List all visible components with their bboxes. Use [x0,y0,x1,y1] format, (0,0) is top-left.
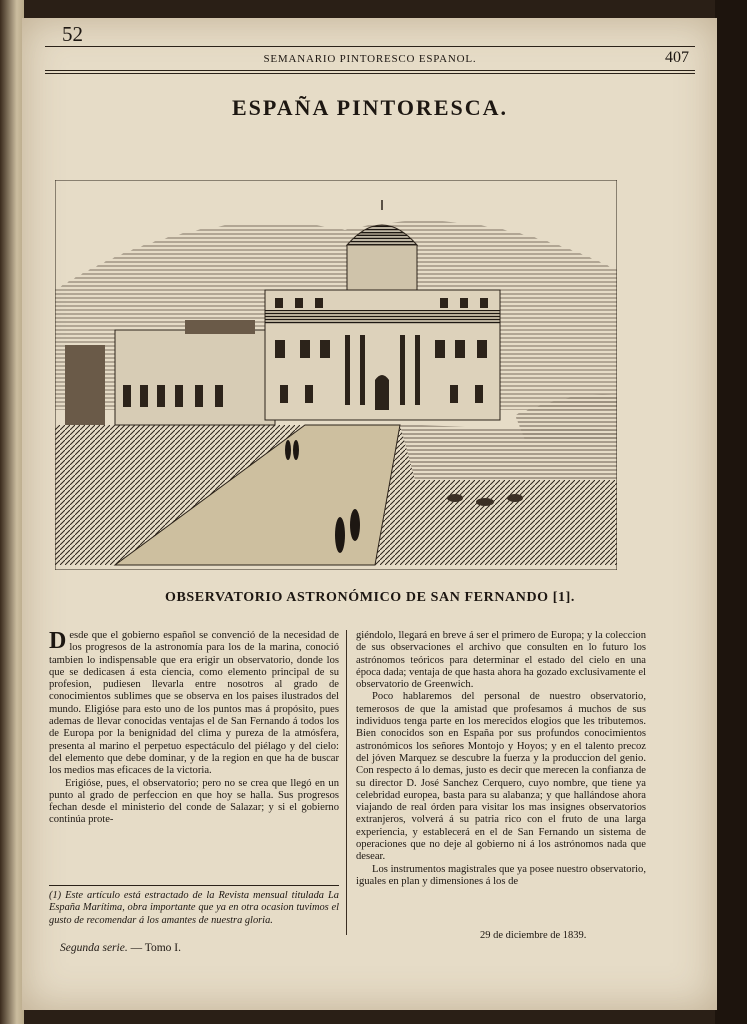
footnote-rule [49,885,339,886]
article-caption: OBSERVATORIO ASTRONÓMICO DE SAN FERNANDO [1]. [164,590,575,605]
right-paragraph-2: Poco hablaremos del personal de nuestro observatorio, temerosos de que la amistad que profesamos á muchos de sus individuos tenga parte en los merecidos elogios que les tributemos. Bien conocidos son en España por sus profundos conocimientos astronómicos los señores Montojo y Hoyos; y en el talento precoz del jóven Marquez se descubre la fuerza y la produccion del genio. Con respecto á lo demas, justo es decir que merecen la confianza de su director D. José Sanchez Cerquero, cuyo nombre, que tiene ya celebridad europea, basta para su alabanza; y que hallándose ahora viajando de real órden para visitar los mas insignes observatorios extranjeros, volverá á su patria rico con el fruto de una larga experiencia, y establecerá en el de San Fernando un sistema de operaciones que no deje al gobierno ni á los astrónomos nada que desear. [356,691,646,863]
cornice [265,310,500,324]
folio-number: 407 [665,49,689,66]
header-rule-top [45,46,695,47]
dateline: 29 de diciembre de 1839. [480,930,587,941]
volume-label: — Tomo I. [130,942,182,954]
header-rule-bottom [45,70,695,71]
main-door [375,375,389,410]
right-paragraph-1: giéndolo, llegará en breve á ser el primero de Europa; y la coleccion de sus observaciones el archivo que consulten en lo futuro los astrónomos teóricos para determinar el estado del cielo en una época dada; ventaja de que hasta ahora ha gozado exclusivamente el observatorio de Greenwich. [356,630,646,691]
column-divider [346,630,347,935]
running-head: SEMANARIO PINTORESCO ESPANOL. [263,53,477,65]
drum [347,245,417,290]
left-column [49,630,339,827]
engraving-observatory [55,180,617,570]
side-building [115,330,275,425]
series-line [60,942,181,954]
outbuilding [65,345,105,425]
footnote: (1) Este artículo está estractado de la Revista mensual titulada La España Marítima, obra importante que ya en otra ocasion tuvimos el gusto de recomendar á los amantes de nuestra gloria. [49,890,339,926]
right-column [356,630,646,888]
book-gutter [0,0,24,1024]
right-paragraph-3: Los instrumentos magistrales que ya posee nuestro observatorio, iguales en plan y dimensiones á los de [356,863,646,887]
series-label: Segunda serie. [60,942,128,954]
side-building-roof [185,320,255,334]
section-title: ESPAÑA PINTORESCA. [231,95,508,120]
outer-page-number: 52 [62,22,83,46]
header-rule-double [45,73,695,74]
running-header [45,46,695,76]
left-paragraph-1 [49,630,339,778]
drop-cap: D [49,628,67,654]
left-paragraph-1-text: esde que el gobierno español se convenció de la necesidad de los progresos de la astronomía para los de la marina, conoció tambien lo indispensable que era erigir un observatorio, donde los que se dedicasen á esta ciencia, como elemento principal de su profesion, pudiesen llevarla entre nosotros al grado de conocimientos sublimes que se observa en los paises ilustrados del mundo. Eligióse para esto uno de los puntos mas á propósito, pues ademas de llevar conocidas ventajas el de San Fernando á todos los de Europa por la benignidad del clima y pureza de la atmósfera, presenta al marino el perpetuo espectáculo del piélago y del cielo: del elemento que debe dominar, y de la region en que ha de buscar los medios mas eficaces de la victoria. [49,630,339,777]
scan-background [715,0,747,1024]
left-paragraph-2: Erigióse, pues, el observatorio; pero no se crea que llegó en un punto al grado de perfeccion en que hoy se halla. Sus progresos fechan desde el ministerio del conde de Salazar; y si el gobierno continúa prote- [49,777,339,826]
